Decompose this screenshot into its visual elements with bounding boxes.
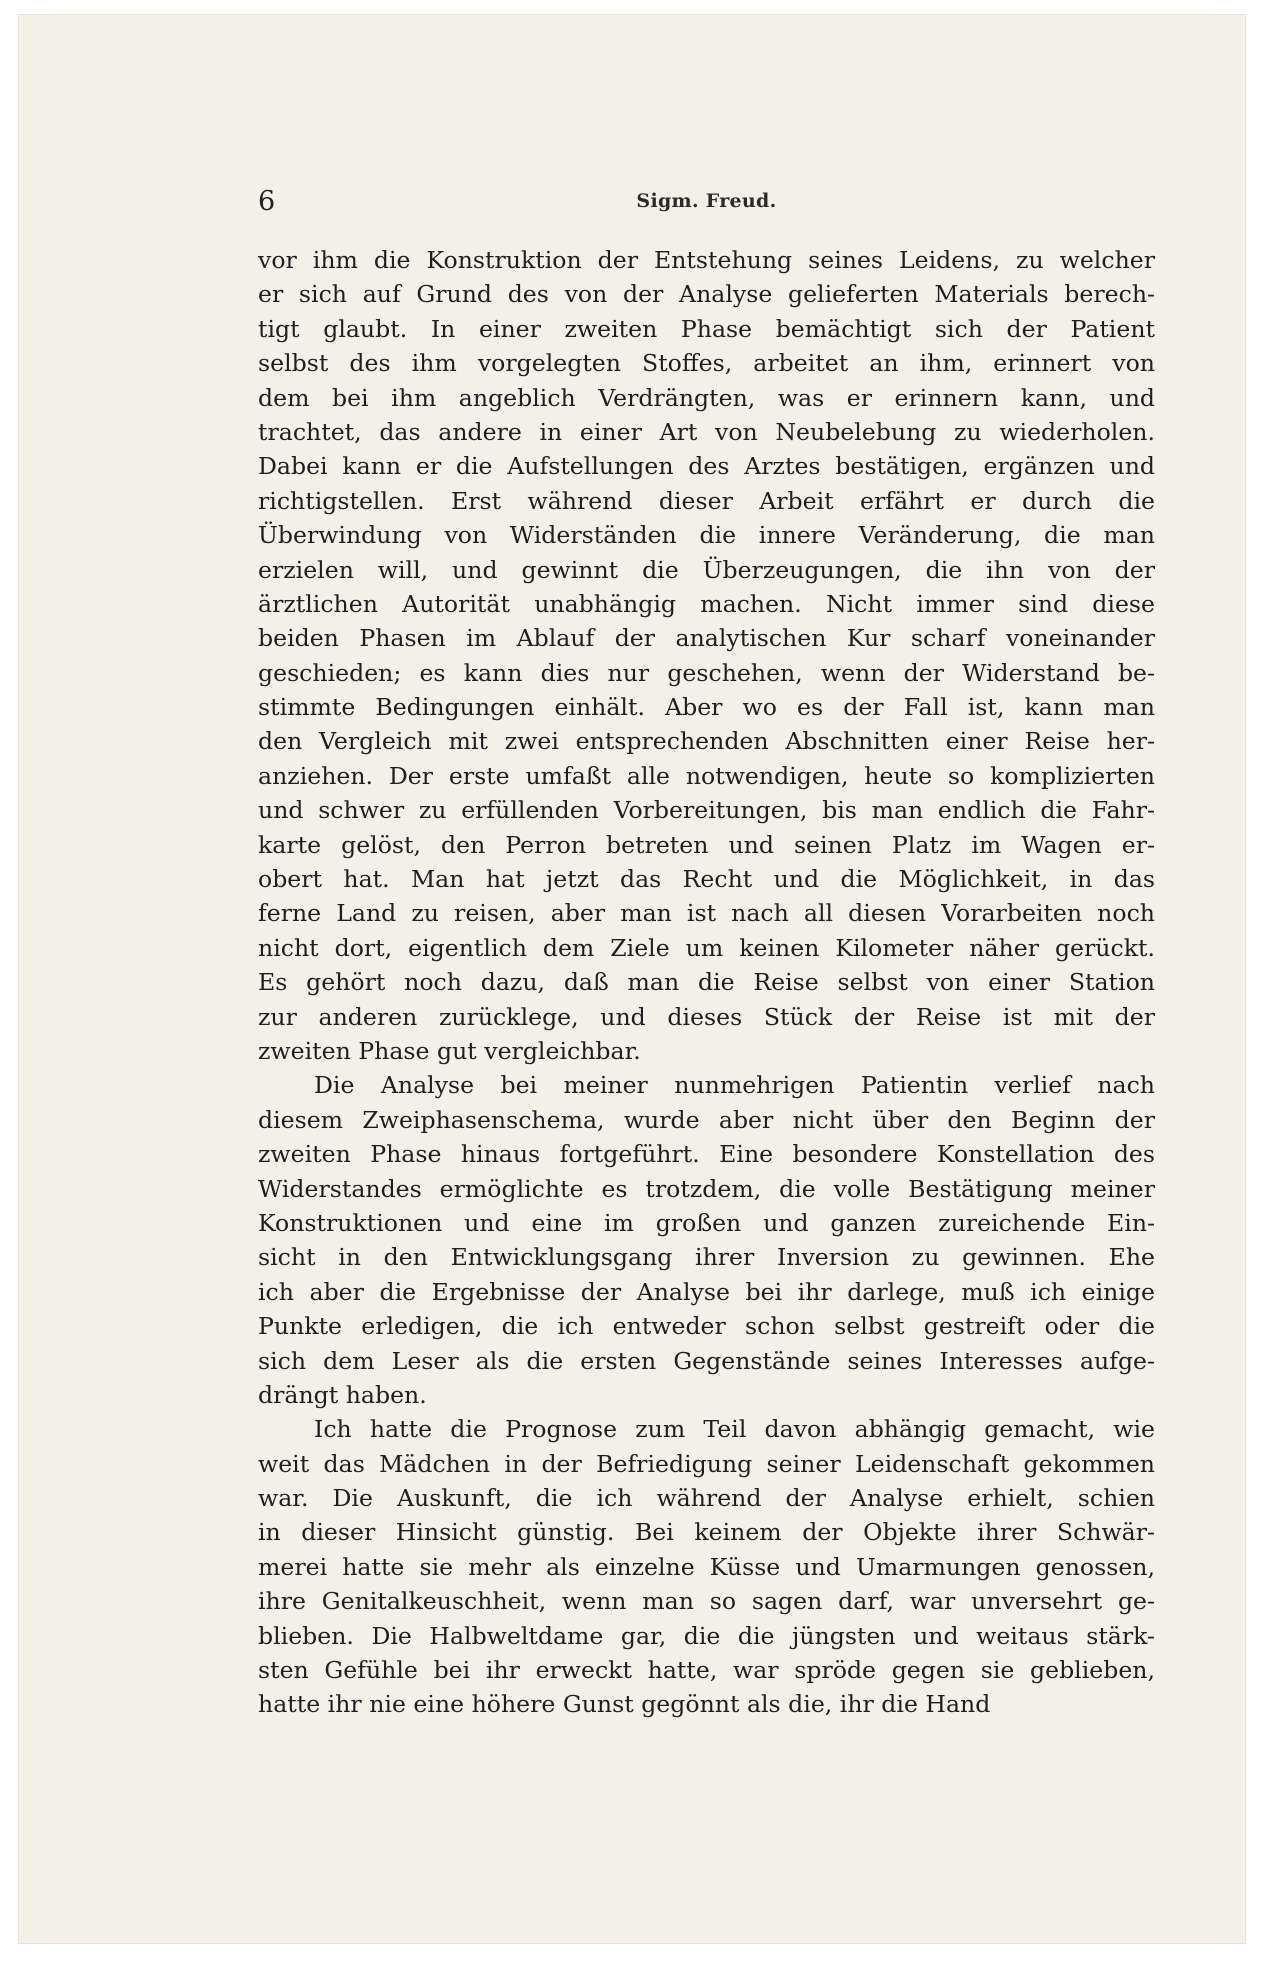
text-line: anziehen. Der erste umfaßt alle notwendigen, heute so komplizierten [258, 761, 1155, 790]
text-line: vor ihm die Konstruktion der Entstehung seines Leidens, zu welcher [258, 246, 1155, 274]
text-line: sicht in den Entwicklungsgang ihrer Inversion zu gewinnen. Ehe [258, 1243, 1155, 1272]
text-line: nicht dort, eigentlich dem Ziele um keinen Kilometer näher gerückt. [258, 933, 1155, 962]
text-line: karte gelöst, den Perron betreten und seinen Platz im Wagen er- [258, 830, 1155, 859]
text-line: obert hat. Man hat jetzt das Recht und die Möglichkeit, in das [258, 865, 1155, 894]
book-page [18, 14, 1246, 1944]
text-line: sten Gefühle bei ihr erweckt hatte, war spröde gegen sie geblieben, [258, 1656, 1155, 1685]
text-line: Ich hatte die Prognose zum Teil davon abhängig gemacht, wie [314, 1415, 1155, 1444]
text-line: geschieden; es kann dies nur geschehen, wenn der Widerstand be- [258, 658, 1155, 687]
text-line: zweiten Phase gut vergleichbar. [258, 1036, 641, 1065]
page-header [258, 186, 1155, 226]
text-line: stimmte Bedingungen einhält. Aber wo es der Fall ist, kann man [258, 693, 1155, 722]
paragraph [258, 243, 1155, 1068]
text-line: trachtet, das andere in einer Art von Neubelebung zu wiederholen. [258, 417, 1155, 446]
text-line: dem bei ihm angeblich Verdrängten, was er erinnern kann, und [258, 383, 1155, 412]
text-line: hatte ihr nie eine höhere Gunst gegönnt als die, ihr die Hand [258, 1690, 991, 1719]
text-line: Widerstandes ermöglichte es trotzdem, die volle Bestätigung meiner [258, 1174, 1155, 1203]
text-line: Konstruktionen und eine im großen und ganzen zureichende Ein- [258, 1208, 1155, 1237]
text-line: Dabei kann er die Aufstellungen des Arztes bestätigen, ergänzen und [258, 452, 1155, 481]
paragraph [258, 1412, 1155, 1722]
text-line: erzielen will, und gewinnt die Überzeugungen, die ihn von der [258, 555, 1155, 584]
text-line: ferne Land zu reisen, aber man ist nach all diesen Vorarbeiten noch [258, 899, 1155, 928]
text-line: er sich auf Grund des von der Analyse gelieferten Materials berech- [258, 280, 1155, 309]
text-line: tigt glaubt. In einer zweiten Phase bemächtigt sich der Patient [258, 314, 1155, 343]
text-line: selbst des ihm vorgelegten Stoffes, arbeitet an ihm, erinnert von [258, 349, 1155, 378]
text-line: Überwindung von Widerständen die innere Veränderung, die man [258, 521, 1155, 550]
text-line: ich aber die Ergebnisse der Analyse bei ihr darlege, muß ich einige [258, 1277, 1155, 1306]
page-number: 6 [258, 186, 276, 217]
text-line: drängt haben. [258, 1380, 427, 1409]
text-line: zweiten Phase hinaus fortgeführt. Eine besondere Konstellation des [258, 1140, 1155, 1169]
text-line: ihre Genitalkeuschheit, wenn man so sagen darf, war unversehrt ge- [258, 1587, 1155, 1616]
text-line: Die Analyse bei meiner nunmehrigen Patientin verlief nach [314, 1071, 1155, 1100]
text-line: zur anderen zurücklege, und dieses Stück der Reise ist mit der [258, 1002, 1155, 1031]
body-text [258, 243, 1155, 1722]
text-line: sich dem Leser als die ersten Gegenstände seines Interesses aufge- [258, 1346, 1155, 1375]
running-head: Sigm. Freud. [636, 190, 777, 212]
text-line: merei hatte sie mehr als einzelne Küsse und Umarmungen genossen, [258, 1552, 1155, 1581]
text-line: beiden Phasen im Ablauf der analytischen Kur scharf voneinander [258, 624, 1155, 653]
text-line: Punkte erledigen, die ich entweder schon selbst gestreift oder die [258, 1312, 1155, 1341]
text-line: in dieser Hinsicht günstig. Bei keinem der Objekte ihrer Schwär- [258, 1518, 1155, 1547]
text-line: richtigstellen. Erst während dieser Arbeit erfährt er durch die [258, 486, 1155, 515]
text-line: blieben. Die Halbweltdame gar, die die jüngsten und weitaus stärk- [258, 1621, 1155, 1650]
text-line: weit das Mädchen in der Befriedigung seiner Leidenschaft gekommen [258, 1449, 1155, 1478]
text-line: Es gehört noch dazu, daß man die Reise selbst von einer Station [258, 968, 1155, 997]
paragraph [258, 1068, 1155, 1412]
text-line: und schwer zu erfüllenden Vorbereitungen, bis man endlich die Fahr- [258, 796, 1155, 825]
text-line: war. Die Auskunft, die ich während der Analyse erhielt, schien [258, 1484, 1155, 1513]
text-line: ärztlichen Autorität unabhängig machen. Nicht immer sind diese [258, 589, 1155, 618]
text-line: den Vergleich mit zwei entsprechenden Abschnitten einer Reise her- [258, 727, 1155, 756]
text-line: diesem Zweiphasenschema, wurde aber nicht über den Beginn der [258, 1105, 1155, 1134]
